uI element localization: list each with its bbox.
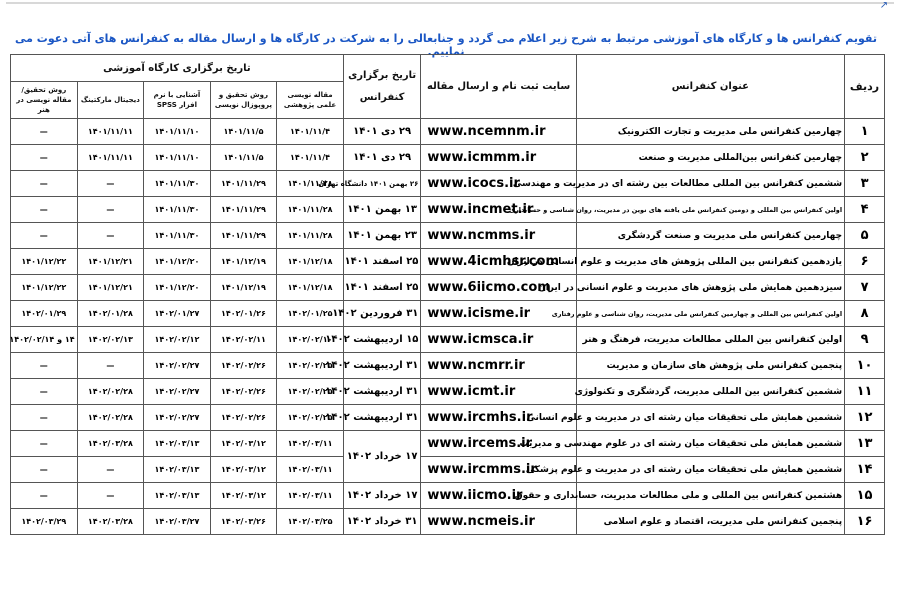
conference-site-link[interactable]: www.iicmo.ir (421, 483, 576, 509)
workshop-date-ws5: — (11, 145, 78, 171)
row-number: ۱۲ (845, 405, 885, 431)
workshop-date-ws5: — (11, 405, 78, 431)
conference-title: هشتمین کنفرانس بین المللی و ملی مطالعات مدیریت، حسابداری و حقوق (576, 483, 844, 509)
row-number: ۳ (845, 171, 885, 197)
workshop-date-ws2: ۱۴۰۲/۰۲/۱۱ (210, 327, 277, 353)
header-workshops: تاریخ برگزاری کارگاه آموزشی (11, 55, 344, 82)
conference-site-link[interactable]: www.ncmrr.ir (421, 353, 576, 379)
table-row (11, 223, 885, 249)
table-row (11, 405, 885, 431)
workshop-date-ws2: ۱۴۰۲/۰۲/۲۶ (210, 379, 277, 405)
workshop-date-ws1: ۱۴۰۱/۱۱/۲۸ (277, 197, 344, 223)
header-ws3: آشنایی با نرم افزار SPSS (144, 82, 211, 119)
conference-title: ششمین همایش ملی تحقیقات میان رشته ای در مدیریت و علوم پزشکی (576, 457, 844, 483)
conference-table (10, 54, 885, 535)
header-ws2: روش تحقیق و پروپوزال نویسی (210, 82, 277, 119)
conference-date: ۲۶ بهمن ۱۴۰۱ دانشگاه تهران (343, 171, 421, 197)
conference-title: پنجمین کنفرانس ملی پژوهش های سازمان و مدیریت (576, 353, 844, 379)
conference-date: ۱۳ بهمن ۱۴۰۱ (343, 197, 421, 223)
conference-title: ششمین کنفرانس بین المللی مطالعات بین رشته ای در مدیریت و مهندسی (576, 171, 844, 197)
conference-title: ششمین کنفرانس بین المللی مدیریت، گردشگری و تکنولوژی (576, 379, 844, 405)
table-row (11, 197, 885, 223)
workshop-date-ws1: ۱۴۰۲/۰۳/۱۱ (277, 483, 344, 509)
conference-date: ۳۱ اردیبهشت ۱۴۰۲ (343, 405, 421, 431)
conference-site-link[interactable]: www.4icmhsr.com (421, 249, 576, 275)
conference-date: ۳۱ فروردین ۱۴۰۲ (343, 301, 421, 327)
workshop-date-ws3: ۱۴۰۲/۰۳/۲۷ (144, 509, 211, 535)
conference-date: ۱۷ خرداد ۱۴۰۲ (343, 483, 421, 509)
workshop-date-ws1: ۱۴۰۱/۱۱/۴ (277, 119, 344, 145)
header-ws1: مقاله نویسی علمی پژوهشی (277, 82, 344, 119)
workshop-date-ws5: ۱۴ و ۱۴۰۲/۰۲/۱۴ (11, 327, 78, 353)
conference-site-link[interactable]: www.ncemnm.ir (421, 119, 576, 145)
workshop-date-ws1: ۱۴۰۲/۰۲/۲۵ (277, 379, 344, 405)
conference-date: ۲۹ دی ۱۴۰۱ (343, 119, 421, 145)
workshop-date-ws2: ۱۴۰۱/۱۱/۲۹ (210, 223, 277, 249)
workshop-date-ws3: ۱۴۰۱/۱۱/۱۰ (144, 119, 211, 145)
workshop-date-ws1: ۱۴۰۲/۰۲/۲۵ (277, 405, 344, 431)
workshop-date-ws2: ۱۴۰۲/۰۲/۲۶ (210, 353, 277, 379)
workshop-date-ws3: ۱۴۰۲/۰۲/۲۷ (144, 405, 211, 431)
conference-title: چهارمین کنفرانس ملی مدیریت و تجارت الکترونیک (576, 119, 844, 145)
row-number: ۱۵ (845, 483, 885, 509)
row-number: ۵ (845, 223, 885, 249)
workshop-date-ws1: ۱۴۰۱/۱۲/۱۸ (277, 275, 344, 301)
workshop-date-ws3: ۱۴۰۲/۰۳/۱۳ (144, 457, 211, 483)
table-row (11, 249, 885, 275)
workshop-date-ws2: ۱۴۰۲/۰۳/۱۲ (210, 457, 277, 483)
header-ws5: روش تحقیق/ مقاله نویسی در هنر (11, 82, 78, 119)
conference-title: اولین کنفرانس بین المللی و چهارمین کنفرانس ملی مدیریت، روان شناسی و علوم رفتاری (576, 301, 844, 327)
conference-title: پنجمین کنفرانس ملی مدیریت، اقتصاد و علوم اسلامی (576, 509, 844, 535)
conference-date: ۳۱ اردیبهشت ۱۴۰۲ (343, 353, 421, 379)
table-row (11, 483, 885, 509)
row-number: ۹ (845, 327, 885, 353)
page-caption: تقویم کنفرانس ها و کارگاه های آموزشی مرتبط به شرح زیر اعلام می گردد و جنابعالی را به شرکت در کارگاه ها و ارسال مقاله به کنفرانس های آتی دعوت می نماییم. (15, 32, 877, 58)
workshop-date-ws5: — (11, 353, 78, 379)
row-number: ۷ (845, 275, 885, 301)
workshop-date-ws5: — (11, 223, 78, 249)
conference-site-link[interactable]: www.ircmms.ir (421, 457, 576, 483)
conference-title: چهارمین کنفرانس بین‌المللی مدیریت و صنعت (576, 145, 844, 171)
expand-arrow-icon[interactable]: ↗ (879, 0, 889, 11)
row-number: ۸ (845, 301, 885, 327)
workshop-date-ws3: ۱۴۰۲/۰۳/۱۳ (144, 483, 211, 509)
workshop-date-ws5: — (11, 119, 78, 145)
workshop-date-ws2: ۱۴۰۱/۱۱/۵ (210, 145, 277, 171)
row-number: ۱۱ (845, 379, 885, 405)
conference-site-link[interactable]: www.icisme.ir (421, 301, 576, 327)
conference-site-link[interactable]: www.ncmeis.ir (421, 509, 576, 535)
top-border (6, 2, 894, 4)
row-number: ۱۳ (845, 431, 885, 457)
workshop-date-ws4: ۱۴۰۱/۱۱/۱۱ (77, 119, 144, 145)
conference-title: ششمین همایش ملی تحقیقات میان رشته ای در علوم مهندسی و مدیریت (576, 431, 844, 457)
conference-site-link[interactable]: www.ircmhs.ir (421, 405, 576, 431)
conference-date: ۱۵ اردیبهشت ۱۴۰۲ (343, 327, 421, 353)
workshop-date-ws3: ۱۴۰۱/۱۲/۲۰ (144, 249, 211, 275)
conference-site-link[interactable]: www.icmt.ir (421, 379, 576, 405)
row-number: ۱ (845, 119, 885, 145)
workshop-date-ws1: ۱۴۰۱/۱۲/۱۸ (277, 249, 344, 275)
header-row-num: ردیف (845, 55, 885, 119)
workshop-date-ws1: ۱۴۰۲/۰۲/۱۰ (277, 327, 344, 353)
workshop-date-ws5: ۱۴۰۲/۰۱/۲۹ (11, 301, 78, 327)
conference-title: اولین کنفرانس بین المللی مطالعات مدیریت، فرهنگ و هنر (576, 327, 844, 353)
workshop-date-ws3: ۱۴۰۱/۱۱/۱۰ (144, 145, 211, 171)
table-row (11, 431, 885, 457)
conference-site-link[interactable]: www.6iicmo.com (421, 275, 576, 301)
workshop-date-ws3: ۱۴۰۱/۱۲/۲۰ (144, 275, 211, 301)
workshop-date-ws3: ۱۴۰۱/۱۱/۳۰ (144, 197, 211, 223)
table-row (11, 509, 885, 535)
conference-title: چهارمین کنفرانس ملی مدیریت و صنعت گردشگری (576, 223, 844, 249)
conference-date: ۳۱ اردیبهشت ۱۴۰۲ (343, 379, 421, 405)
workshop-date-ws2: ۱۴۰۱/۱۲/۱۹ (210, 275, 277, 301)
workshop-date-ws2: ۱۴۰۱/۱۱/۲۹ (210, 171, 277, 197)
header-conf-date: تاریخ برگزاری کنفرانس (343, 55, 421, 119)
header-title: عنوان کنفرانس (576, 55, 844, 119)
conference-date: ۲۳ بهمن ۱۴۰۱ (343, 223, 421, 249)
workshop-date-ws3: ۱۴۰۲/۰۱/۲۷ (144, 301, 211, 327)
table-body (11, 119, 885, 535)
workshop-date-ws5: — (11, 197, 78, 223)
row-number: ۱۶ (845, 509, 885, 535)
table-row (11, 353, 885, 379)
workshop-date-ws2: ۱۴۰۱/۱۱/۵ (210, 119, 277, 145)
conference-date: ۱۷ خرداد ۱۴۰۲ (343, 431, 421, 483)
workshop-date-ws3: ۱۴۰۲/۰۲/۲۷ (144, 379, 211, 405)
table-row (11, 171, 885, 197)
table-row (11, 327, 885, 353)
conference-date: ۲۵ اسفند ۱۴۰۱ (343, 275, 421, 301)
workshop-date-ws4: — (77, 483, 144, 509)
workshop-date-ws5: — (11, 457, 78, 483)
row-number: ۱۰ (845, 353, 885, 379)
workshop-date-ws4: ۱۴۰۱/۱۲/۲۱ (77, 275, 144, 301)
workshop-date-ws2: ۱۴۰۲/۰۳/۲۶ (210, 509, 277, 535)
workshop-date-ws4: — (77, 353, 144, 379)
workshop-date-ws4: — (77, 223, 144, 249)
workshop-date-ws3: ۱۴۰۱/۱۱/۳۰ (144, 171, 211, 197)
workshop-date-ws1: ۱۴۰۲/۰۱/۲۵ (277, 301, 344, 327)
workshop-date-ws2: ۱۴۰۲/۰۲/۲۶ (210, 405, 277, 431)
workshop-date-ws3: ۱۴۰۱/۱۱/۳۰ (144, 223, 211, 249)
workshop-date-ws1: ۱۴۰۲/۰۳/۱۱ (277, 457, 344, 483)
workshop-date-ws4: ۱۴۰۲/۰۲/۲۸ (77, 379, 144, 405)
header-ws4: دیجیتال مارکتینگ (77, 82, 144, 119)
workshop-date-ws5: — (11, 483, 78, 509)
workshop-date-ws1: ۱۴۰۲/۰۳/۲۵ (277, 509, 344, 535)
conference-site-link[interactable]: www.icmsca.ir (421, 327, 576, 353)
table-row (11, 301, 885, 327)
row-number: ۲ (845, 145, 885, 171)
conference-date: ۳۱ خرداد ۱۴۰۲ (343, 509, 421, 535)
workshop-date-ws1: ۱۴۰۱/۱۱/۲۸ (277, 223, 344, 249)
workshop-date-ws1: ۱۴۰۱/۱۱/۲۸ (277, 171, 344, 197)
table-row (11, 275, 885, 301)
table-row (11, 457, 885, 483)
workshop-date-ws5: — (11, 171, 78, 197)
row-number: ۱۴ (845, 457, 885, 483)
workshop-date-ws1: ۱۴۰۲/۰۲/۲۵ (277, 353, 344, 379)
workshop-date-ws5: — (11, 431, 78, 457)
row-number: ۶ (845, 249, 885, 275)
workshop-date-ws2: ۱۴۰۲/۰۳/۱۲ (210, 431, 277, 457)
workshop-date-ws1: ۱۴۰۱/۱۱/۴ (277, 145, 344, 171)
conference-site-link[interactable]: www.icmmm.ir (421, 145, 576, 171)
conference-title: اولین کنفرانس بین المللی و دومین کنفرانس ملی یافته های نوین در مدیریت، روان شناسی و حسابداری (576, 197, 844, 223)
table-row (11, 145, 885, 171)
conference-title: سیزدهمین همایش ملی پژوهش های مدیریت و علوم انسانی در ایران (576, 275, 844, 301)
workshop-date-ws4: ۱۴۰۱/۱۱/۱۱ (77, 145, 144, 171)
workshop-date-ws5: ۱۴۰۱/۱۲/۲۲ (11, 249, 78, 275)
conference-date: ۲۹ دی ۱۴۰۱ (343, 145, 421, 171)
workshop-date-ws5: ۱۴۰۲/۰۳/۲۹ (11, 509, 78, 535)
workshop-date-ws2: ۱۴۰۱/۱۲/۱۹ (210, 249, 277, 275)
workshop-date-ws3: ۱۴۰۲/۰۲/۲۷ (144, 353, 211, 379)
workshop-date-ws4: ۱۴۰۲/۰۱/۲۸ (77, 301, 144, 327)
conference-title: یازدهمین کنفرانس بین المللی پژوهش های مدیریت و علوم انسانی در ایران (576, 249, 844, 275)
workshop-date-ws4: — (77, 171, 144, 197)
workshop-date-ws3: ۱۴۰۲/۰۲/۱۲ (144, 327, 211, 353)
workshop-date-ws4: ۱۴۰۲/۰۳/۲۸ (77, 431, 144, 457)
conference-site-link[interactable]: www.icocs.ir (421, 171, 576, 197)
workshop-date-ws4: ۱۴۰۲/۰۳/۲۸ (77, 509, 144, 535)
workshop-date-ws3: ۱۴۰۲/۰۳/۱۳ (144, 431, 211, 457)
workshop-date-ws2: ۱۴۰۲/۰۱/۲۶ (210, 301, 277, 327)
table-row (11, 379, 885, 405)
workshop-date-ws4: ۱۴۰۲/۰۲/۱۳ (77, 327, 144, 353)
header-site: سایت ثبت نام و ارسال مقاله (421, 55, 576, 119)
workshop-date-ws4: — (77, 457, 144, 483)
conference-site-link[interactable]: www.ncmms.ir (421, 223, 576, 249)
workshop-date-ws4: ۱۴۰۲/۰۲/۲۸ (77, 405, 144, 431)
conference-site-link[interactable]: www.ircems.ir (421, 431, 576, 457)
row-number: ۴ (845, 197, 885, 223)
workshop-date-ws1: ۱۴۰۲/۰۳/۱۱ (277, 431, 344, 457)
workshop-date-ws4: — (77, 197, 144, 223)
workshop-date-ws5: ۱۴۰۱/۱۲/۲۲ (11, 275, 78, 301)
workshop-date-ws2: ۱۴۰۲/۰۳/۱۲ (210, 483, 277, 509)
conference-date: ۲۵ اسفند ۱۴۰۱ (343, 249, 421, 275)
workshop-date-ws4: ۱۴۰۱/۱۲/۲۱ (77, 249, 144, 275)
workshop-date-ws5: — (11, 379, 78, 405)
workshop-date-ws2: ۱۴۰۱/۱۱/۲۹ (210, 197, 277, 223)
conference-site-link[interactable]: www.incmet.ir (421, 197, 576, 223)
table-row (11, 119, 885, 145)
conference-title: ششمین همایش ملی تحقیقات میان رشته ای در مدیریت و علوم انسانی (576, 405, 844, 431)
